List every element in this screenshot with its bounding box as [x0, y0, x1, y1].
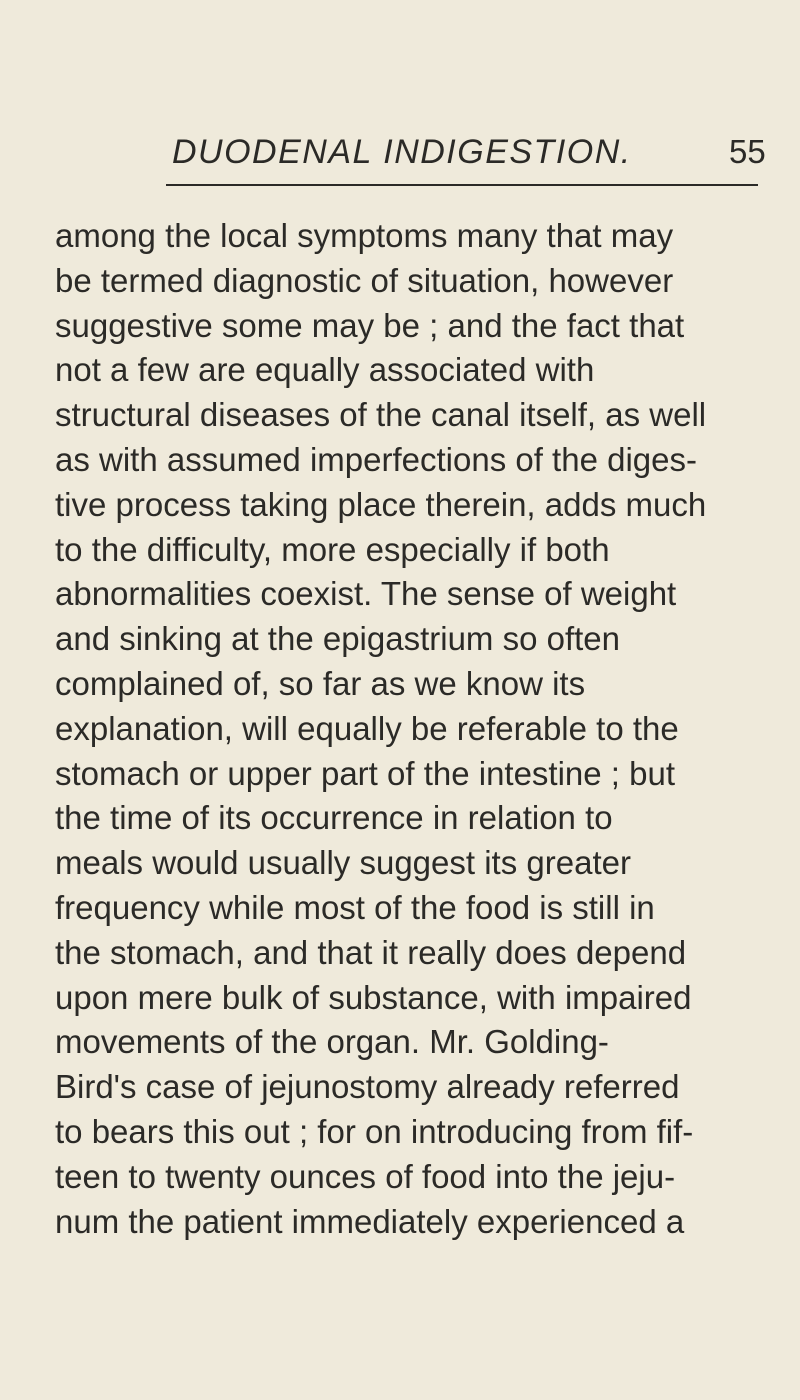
text-line: stomach or upper part of the intestine ; but	[55, 754, 676, 792]
text-line: as with assumed imperfections of the diges-	[55, 440, 697, 478]
text-line: abnormalities coexist. The sense of weight	[55, 575, 677, 613]
text-line: teen to twenty ounces of food into the jeju-	[55, 1157, 676, 1195]
text-line: complained of, so far as we know its	[55, 664, 586, 702]
text-line: tive process taking place therein, adds much	[55, 485, 707, 523]
page-number: 55	[729, 133, 766, 170]
text-line: not a few are equally associated with	[55, 351, 595, 389]
text-line: suggestive some may be ; and the fact that	[55, 306, 685, 344]
text-line: the stomach, and that it really does depend	[55, 933, 687, 971]
text-line: explanation, will equally be referable to the	[55, 709, 679, 747]
text-line: movements of the organ. Mr. Golding-	[55, 1023, 609, 1061]
text-line: structural diseases of the canal itself, as well	[55, 396, 707, 434]
text-line: upon mere bulk of substance, with impaired	[55, 978, 692, 1016]
text-line: meals would usually suggest its greater	[55, 844, 631, 882]
text-line: to bears this out ; for on introducing from fif-	[55, 1112, 694, 1150]
running-title: DUODENAL INDIGESTION.	[172, 133, 632, 171]
text-line: to the difficulty, more especially if both	[55, 530, 610, 568]
text-line: among the local symptoms many that may	[55, 217, 674, 254]
body-text	[55, 214, 775, 1244]
text-line: num the patient immediately experienced a	[55, 1202, 685, 1240]
text-line: be termed diagnostic of situation, however	[55, 261, 674, 299]
text-line: Bird's case of jejunostomy already referred	[55, 1068, 680, 1106]
text-line: the time of its occurrence in relation to	[55, 799, 613, 837]
text-line: and sinking at the epigastrium so often	[55, 620, 621, 658]
header-rule	[166, 184, 758, 186]
text-line: frequency while most of the food is still in	[55, 888, 655, 926]
page-header	[0, 132, 800, 172]
